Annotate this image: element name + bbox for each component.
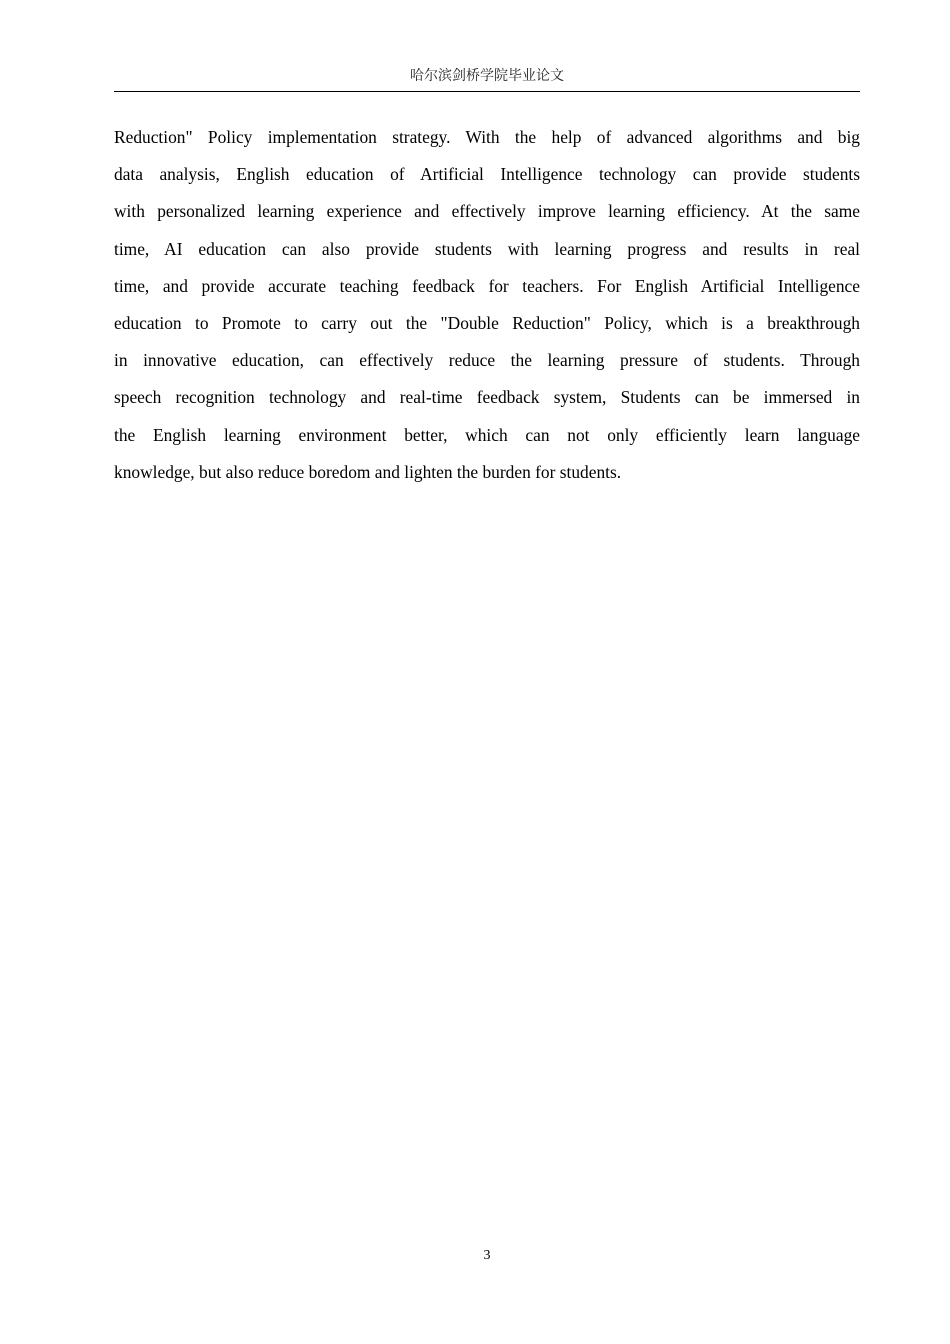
paragraph-line: education to Promote to carry out the "Double Reduction" Policy, which is a breakthrough bbox=[114, 312, 860, 333]
page-number: 3 bbox=[483, 1248, 491, 1263]
paragraph-line: Reduction" Policy implementation strategy. With the help of advanced algorithms and big bbox=[114, 127, 860, 147]
paragraph-line: speech recognition technology and real-time feedback system, Students can be immersed in bbox=[114, 387, 860, 408]
paragraph-line: knowledge, but also reduce boredom and lighten the burden for students. bbox=[114, 461, 622, 482]
paragraph-line: data analysis, English education of Artificial Intelligence technology can provide students bbox=[114, 164, 860, 185]
paragraph-line: with personalized learning experience and effectively improve learning efficiency. At the same bbox=[114, 201, 860, 222]
body-paragraph bbox=[114, 119, 860, 491]
page-header-title: 哈尔滨剑桥学院毕业论文 bbox=[410, 68, 564, 84]
header-divider bbox=[114, 91, 860, 92]
paragraph-line: in innovative education, can effectively reduce the learning pressure of students. Through bbox=[114, 350, 860, 371]
paragraph-line: the English learning environment better, which can not only efficiently learn language bbox=[114, 424, 860, 445]
paragraph-line: time, and provide accurate teaching feedback for teachers. For English Artificial Intelligence bbox=[114, 275, 860, 296]
paragraph-line: time, AI education can also provide students with learning progress and results in real bbox=[114, 238, 860, 259]
